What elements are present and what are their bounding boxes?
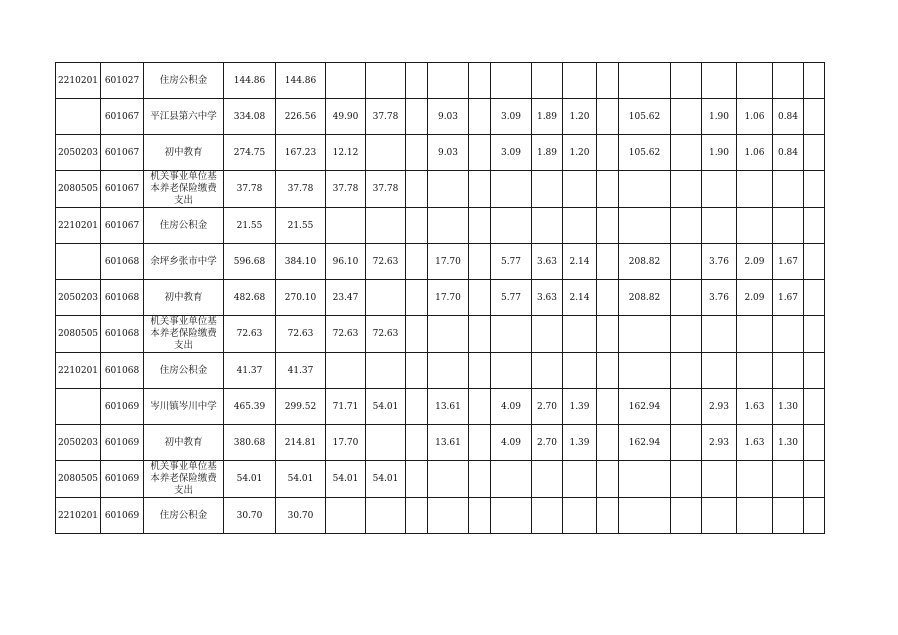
cell-name: 住房公积金 [144,208,224,244]
cell-col-19: 0.84 [773,99,804,135]
cell-col-18: 1.63 [737,425,773,461]
cell-col-13 [563,498,597,534]
cell-col-20 [804,280,825,316]
cell-col-12 [532,208,563,244]
cell-col-15 [619,171,671,208]
cell-col-6: 96.10 [326,244,366,280]
cell-col-14 [597,425,619,461]
cell-col-11 [491,171,532,208]
cell-col-7: 54.01 [366,461,406,498]
cell-basic: 41.37 [276,353,326,389]
cell-col-14 [597,280,619,316]
cell-col-14 [597,244,619,280]
cell-col-9: 17.70 [428,280,469,316]
cell-col-12 [532,498,563,534]
cell-col-17: 1.90 [702,135,737,171]
cell-col-10 [469,63,491,99]
cell-col-14 [597,498,619,534]
cell-col-15: 105.62 [619,99,671,135]
cell-col-20 [804,425,825,461]
cell-col-6: 54.01 [326,461,366,498]
table-row [56,498,825,534]
cell-col-15 [619,63,671,99]
cell-col-10 [469,461,491,498]
cell-col-7: 54.01 [366,389,406,425]
cell-col-20 [804,353,825,389]
cell-name: 住房公积金 [144,63,224,99]
cell-col-17: 2.93 [702,389,737,425]
cell-subject-code: 2210201 [56,63,101,99]
table-row [56,461,825,498]
cell-col-15: 162.94 [619,425,671,461]
cell-col-12: 1.89 [532,135,563,171]
cell-col-18: 1.06 [737,135,773,171]
cell-col-14 [597,389,619,425]
cell-name: 岑川镇岑川中学 [144,389,224,425]
cell-name: 余坪乡张市中学 [144,244,224,280]
cell-col-14 [597,99,619,135]
cell-col-16 [671,498,702,534]
cell-col-12 [532,353,563,389]
cell-col-16 [671,208,702,244]
cell-subject-code: 2080505 [56,461,101,498]
cell-col-17 [702,316,737,353]
cell-unit-code: 601067 [101,208,144,244]
cell-basic: 299.52 [276,389,326,425]
cell-col-20 [804,498,825,534]
cell-name: 住房公积金 [144,353,224,389]
cell-col-9 [428,498,469,534]
cell-col-20 [804,389,825,425]
cell-basic: 72.63 [276,316,326,353]
cell-col-9 [428,461,469,498]
cell-col-18 [737,63,773,99]
cell-col-16 [671,135,702,171]
cell-subject-code: 2210201 [56,353,101,389]
cell-col-11 [491,498,532,534]
cell-col-6: 71.71 [326,389,366,425]
cell-basic: 167.23 [276,135,326,171]
cell-col-16 [671,389,702,425]
cell-basic: 37.78 [276,171,326,208]
cell-col-11: 4.09 [491,425,532,461]
cell-unit-code: 601068 [101,244,144,280]
cell-col-7 [366,208,406,244]
cell-subject-code: 2050203 [56,280,101,316]
table-row [56,389,825,425]
cell-col-14 [597,208,619,244]
cell-col-9 [428,316,469,353]
cell-total: 30.70 [224,498,276,534]
cell-col-17: 2.93 [702,425,737,461]
cell-col-8 [406,280,428,316]
cell-col-12 [532,63,563,99]
cell-col-12: 2.70 [532,425,563,461]
cell-col-13 [563,316,597,353]
cell-name: 初中教育 [144,425,224,461]
cell-col-10 [469,425,491,461]
cell-col-20 [804,244,825,280]
cell-total: 465.39 [224,389,276,425]
cell-col-13: 1.39 [563,389,597,425]
cell-col-16 [671,280,702,316]
cell-col-6: 17.70 [326,425,366,461]
cell-col-18: 1.63 [737,389,773,425]
cell-col-8 [406,208,428,244]
cell-col-10 [469,135,491,171]
table-row [56,135,825,171]
cell-col-15: 105.62 [619,135,671,171]
cell-col-10 [469,353,491,389]
cell-col-11: 5.77 [491,244,532,280]
cell-col-12: 2.70 [532,389,563,425]
cell-col-11 [491,316,532,353]
cell-col-16 [671,461,702,498]
cell-col-10 [469,280,491,316]
cell-subject-code: 2050203 [56,425,101,461]
cell-col-14 [597,63,619,99]
cell-col-6 [326,353,366,389]
cell-name: 平江县第六中学 [144,99,224,135]
cell-col-16 [671,171,702,208]
table-row [56,99,825,135]
cell-col-11: 5.77 [491,280,532,316]
cell-name: 机关事业单位基本养老保险缴费支出 [144,171,224,208]
table-row [56,280,825,316]
cell-subject-code: 2210201 [56,208,101,244]
table-row [56,244,825,280]
cell-col-10 [469,498,491,534]
cell-col-7: 72.63 [366,316,406,353]
cell-col-8 [406,63,428,99]
table-row [56,63,825,99]
cell-col-18: 2.09 [737,280,773,316]
cell-col-19: 1.67 [773,244,804,280]
cell-col-20 [804,171,825,208]
cell-col-18 [737,498,773,534]
cell-total: 41.37 [224,353,276,389]
cell-col-13 [563,461,597,498]
cell-col-11 [491,208,532,244]
cell-col-18 [737,171,773,208]
cell-col-9: 9.03 [428,135,469,171]
cell-col-13 [563,208,597,244]
cell-col-8 [406,99,428,135]
cell-basic: 270.10 [276,280,326,316]
cell-col-17 [702,461,737,498]
cell-basic: 54.01 [276,461,326,498]
table-body [56,63,825,534]
cell-col-20 [804,135,825,171]
cell-col-19: 1.67 [773,280,804,316]
cell-col-14 [597,353,619,389]
cell-col-13 [563,353,597,389]
cell-col-13: 2.14 [563,244,597,280]
cell-col-13: 1.39 [563,425,597,461]
cell-unit-code: 601069 [101,498,144,534]
cell-unit-code: 601027 [101,63,144,99]
cell-col-15: 208.82 [619,280,671,316]
cell-col-12: 3.63 [532,244,563,280]
cell-col-8 [406,425,428,461]
cell-col-15: 162.94 [619,389,671,425]
cell-total: 482.68 [224,280,276,316]
cell-col-19: 0.84 [773,135,804,171]
cell-subject-code: 2050203 [56,135,101,171]
cell-unit-code: 601069 [101,425,144,461]
cell-basic: 226.56 [276,99,326,135]
cell-col-20 [804,461,825,498]
cell-col-17 [702,63,737,99]
table-row [56,353,825,389]
cell-col-16 [671,63,702,99]
cell-col-14 [597,461,619,498]
cell-col-10 [469,316,491,353]
cell-col-7 [366,425,406,461]
cell-name: 初中教育 [144,280,224,316]
cell-col-17: 1.90 [702,99,737,135]
cell-col-7: 37.78 [366,99,406,135]
cell-total: 21.55 [224,208,276,244]
cell-col-11 [491,353,532,389]
cell-col-13 [563,171,597,208]
cell-basic: 21.55 [276,208,326,244]
cell-col-19 [773,353,804,389]
cell-col-17 [702,171,737,208]
cell-col-14 [597,135,619,171]
cell-col-6 [326,498,366,534]
cell-col-9: 13.61 [428,425,469,461]
cell-subject-code [56,389,101,425]
cell-col-20 [804,63,825,99]
cell-col-9: 13.61 [428,389,469,425]
cell-col-19 [773,208,804,244]
cell-col-17 [702,208,737,244]
cell-col-19: 1.30 [773,425,804,461]
cell-col-8 [406,135,428,171]
cell-col-8 [406,461,428,498]
cell-col-18: 1.06 [737,99,773,135]
cell-col-6: 72.63 [326,316,366,353]
cell-col-18 [737,316,773,353]
cell-col-15 [619,498,671,534]
cell-col-14 [597,316,619,353]
cell-col-18 [737,461,773,498]
cell-col-11 [491,461,532,498]
cell-col-9 [428,63,469,99]
cell-col-6 [326,208,366,244]
table-row [56,208,825,244]
cell-col-12: 1.89 [532,99,563,135]
cell-basic: 384.10 [276,244,326,280]
cell-col-19 [773,498,804,534]
cell-subject-code [56,244,101,280]
cell-total: 274.75 [224,135,276,171]
cell-col-15 [619,461,671,498]
table-row [56,425,825,461]
cell-name: 初中教育 [144,135,224,171]
cell-col-9: 17.70 [428,244,469,280]
cell-col-16 [671,316,702,353]
cell-basic: 214.81 [276,425,326,461]
cell-col-7: 37.78 [366,171,406,208]
cell-col-6 [326,63,366,99]
cell-col-8 [406,316,428,353]
cell-col-18 [737,208,773,244]
cell-col-17 [702,353,737,389]
cell-col-15 [619,316,671,353]
cell-total: 334.08 [224,99,276,135]
cell-col-10 [469,99,491,135]
cell-unit-code: 601068 [101,316,144,353]
cell-col-10 [469,171,491,208]
cell-col-11: 3.09 [491,99,532,135]
cell-col-13: 1.20 [563,99,597,135]
cell-col-9 [428,208,469,244]
cell-col-19 [773,316,804,353]
cell-name: 机关事业单位基本养老保险缴费支出 [144,316,224,353]
cell-total: 380.68 [224,425,276,461]
cell-col-19 [773,171,804,208]
cell-col-11: 3.09 [491,135,532,171]
cell-name: 住房公积金 [144,498,224,534]
cell-col-17 [702,498,737,534]
cell-col-13 [563,63,597,99]
cell-col-15 [619,208,671,244]
cell-col-18 [737,353,773,389]
cell-col-16 [671,99,702,135]
cell-col-11 [491,63,532,99]
cell-col-19 [773,461,804,498]
cell-col-6: 37.78 [326,171,366,208]
cell-col-7 [366,353,406,389]
cell-col-17: 3.76 [702,244,737,280]
cell-col-6: 23.47 [326,280,366,316]
cell-col-8 [406,389,428,425]
cell-total: 72.63 [224,316,276,353]
cell-col-9: 9.03 [428,99,469,135]
cell-col-7: 72.63 [366,244,406,280]
cell-col-8 [406,498,428,534]
cell-col-20 [804,208,825,244]
cell-col-8 [406,353,428,389]
cell-col-8 [406,244,428,280]
cell-col-11: 4.09 [491,389,532,425]
cell-col-10 [469,208,491,244]
cell-total: 54.01 [224,461,276,498]
cell-col-7 [366,135,406,171]
cell-col-14 [597,171,619,208]
table-row [56,316,825,353]
cell-unit-code: 601069 [101,461,144,498]
budget-table [55,62,825,534]
cell-col-7 [366,63,406,99]
cell-unit-code: 601067 [101,99,144,135]
cell-subject-code: 2080505 [56,171,101,208]
cell-subject-code [56,99,101,135]
cell-unit-code: 601068 [101,280,144,316]
cell-total: 144.86 [224,63,276,99]
cell-col-13: 1.20 [563,135,597,171]
cell-col-20 [804,99,825,135]
cell-col-6: 12.12 [326,135,366,171]
cell-col-15 [619,353,671,389]
cell-col-17: 3.76 [702,280,737,316]
cell-col-8 [406,171,428,208]
cell-unit-code: 601069 [101,389,144,425]
cell-unit-code: 601067 [101,135,144,171]
cell-col-16 [671,244,702,280]
cell-col-18: 2.09 [737,244,773,280]
cell-col-9 [428,171,469,208]
cell-col-7 [366,280,406,316]
cell-col-19: 1.30 [773,389,804,425]
cell-col-10 [469,244,491,280]
cell-col-6: 49.90 [326,99,366,135]
cell-col-10 [469,389,491,425]
cell-col-12 [532,316,563,353]
cell-col-16 [671,353,702,389]
cell-col-12: 3.63 [532,280,563,316]
cell-subject-code: 2210201 [56,498,101,534]
cell-name: 机关事业单位基本养老保险缴费支出 [144,461,224,498]
cell-total: 596.68 [224,244,276,280]
cell-col-16 [671,425,702,461]
cell-col-7 [366,498,406,534]
cell-basic: 144.86 [276,63,326,99]
cell-col-15: 208.82 [619,244,671,280]
cell-unit-code: 601068 [101,353,144,389]
table-row [56,171,825,208]
cell-col-9 [428,353,469,389]
cell-col-19 [773,63,804,99]
cell-unit-code: 601067 [101,171,144,208]
cell-col-13: 2.14 [563,280,597,316]
cell-col-12 [532,461,563,498]
cell-col-20 [804,316,825,353]
cell-subject-code: 2080505 [56,316,101,353]
cell-col-12 [532,171,563,208]
cell-basic: 30.70 [276,498,326,534]
cell-total: 37.78 [224,171,276,208]
